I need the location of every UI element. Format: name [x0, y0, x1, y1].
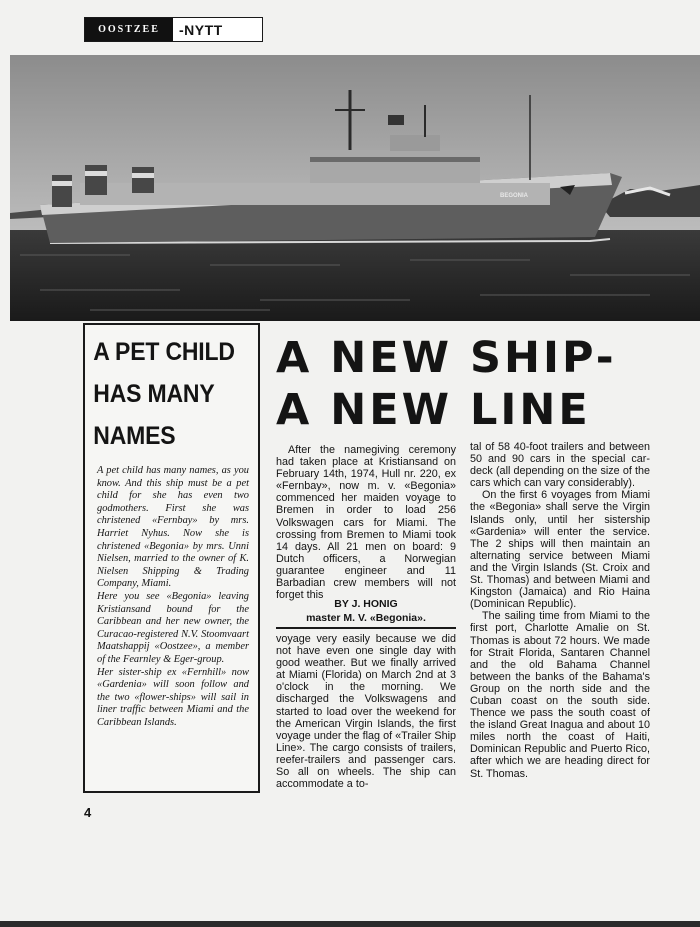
divider — [276, 627, 456, 629]
headline-line: A NEW LINE — [276, 385, 591, 435]
ship-photo — [10, 55, 700, 321]
sidebar-body — [85, 457, 258, 729]
article-column-left-bottom — [276, 633, 456, 790]
masthead-section: -NYTT — [179, 21, 223, 38]
headline-line: A NEW SHIP- — [276, 333, 617, 383]
hull-name-label: BEGONIA — [500, 193, 529, 199]
article-paragraph: tal of 58 40-foot trailers and between 50 and 90 cars in the special car-deck (all depending on the size of the cars which can vary considerably). — [470, 441, 650, 490]
article-paragraph: The sailing time from Miami to the first port, Charlotte Amalie on St. Thomas is about 72 hours. We made for Strait Florida, Santaren Channel and the old Bahama Channel between the banks of the Bahama's Group on the north side and the Cuban coast on the south side. Thence we pass the south coast of the island Great Inagua and about 10 miles north the coast of Haiti, Dominican Republic and Puerto Rico, after which we are heading direct for St. Thomas. — [470, 610, 650, 780]
byline-role: master M. V. «Begonia». — [306, 612, 426, 624]
byline — [276, 597, 456, 625]
sidebar-paragraph: Here you see «Begonia» leaving Kristiansand bound for the Caribbean and her new owner, the Curacao-registered N.V. Stoomvaart Maatshappij «Oostzee», a member of the Fearnley & Eger-group. — [97, 590, 249, 665]
article-headline — [276, 332, 656, 436]
sidebar-box — [83, 323, 260, 793]
page-edge — [0, 921, 700, 927]
page-number: 4 — [84, 805, 92, 820]
article-paragraph: voyage very easily because we did not have even one single day with good weather. But we finally arrived at Miami (Florida) on March 2nd at 3 o'clock in the morning. We discharged the Volkswagens and started to load over the weekend for the American Virgin Islands, the first voyage under the flag of «Trailer Ship Line». The cargo consists of trailers, reefer-trailers and passenger cars. So all on wheels. The ship can accommodate a to- — [276, 633, 456, 791]
sidebar-title — [85, 325, 244, 457]
article-column-right — [470, 441, 650, 780]
sidebar-title-line: A PET CHILD — [93, 338, 235, 366]
sidebar-paragraph: A pet child has many names, as you know. And this ship must be a pet child for she has even two godmothers. First she was christened «Fernbay» by mrs. Harriet Nyhus. Now she is christened «Begonia» by mrs. Unni Nielsen, married to the owner of K. Nielsen Shipping & Trading Company, Miami. — [97, 465, 249, 590]
sidebar-title-line: NAMES — [93, 422, 176, 450]
article-paragraph: On the first 6 voyages from Miami the «Begonia» shall serve the Virgin Islands only, until her sistership «Gardenia» will enter the service. The 2 ships will then maintain an alternating service between Miami and the Virgin Islands (St. Croix and St. Thomas) and between Miami and Kingston (Jamaica) and Rio Haina (Dominican Republic). — [470, 489, 650, 611]
masthead — [84, 17, 263, 42]
sidebar-title-line: HAS MANY — [93, 380, 215, 408]
article-paragraph: After the namegiving ceremony had taken place at Kristiansand on February 14th, 1974, Hull nr. 220, ex «Fernbay», now m. v. «Begonia» commenced her maiden voyage to Bremen in order to load 256 Volkswagen cars for Miami. The crossing from Bremen to Miami took 14 days. All 21 men on board: 9 Dutch officers, a Norwegian guarantee engineer and 11 Barbadian crew members will not forget this — [276, 444, 456, 602]
byline-author: BY J. HONIG — [334, 598, 398, 610]
sidebar-paragraph: Her sister-ship ex «Fernhill» now «Gardenia» will soon follow and the two «flower-ships» will sail in liner traffic between Miami and the Caribbean Islands. — [97, 666, 249, 728]
article-column-left-top — [276, 444, 456, 601]
masthead-brand: OOSTZEE — [85, 18, 173, 41]
